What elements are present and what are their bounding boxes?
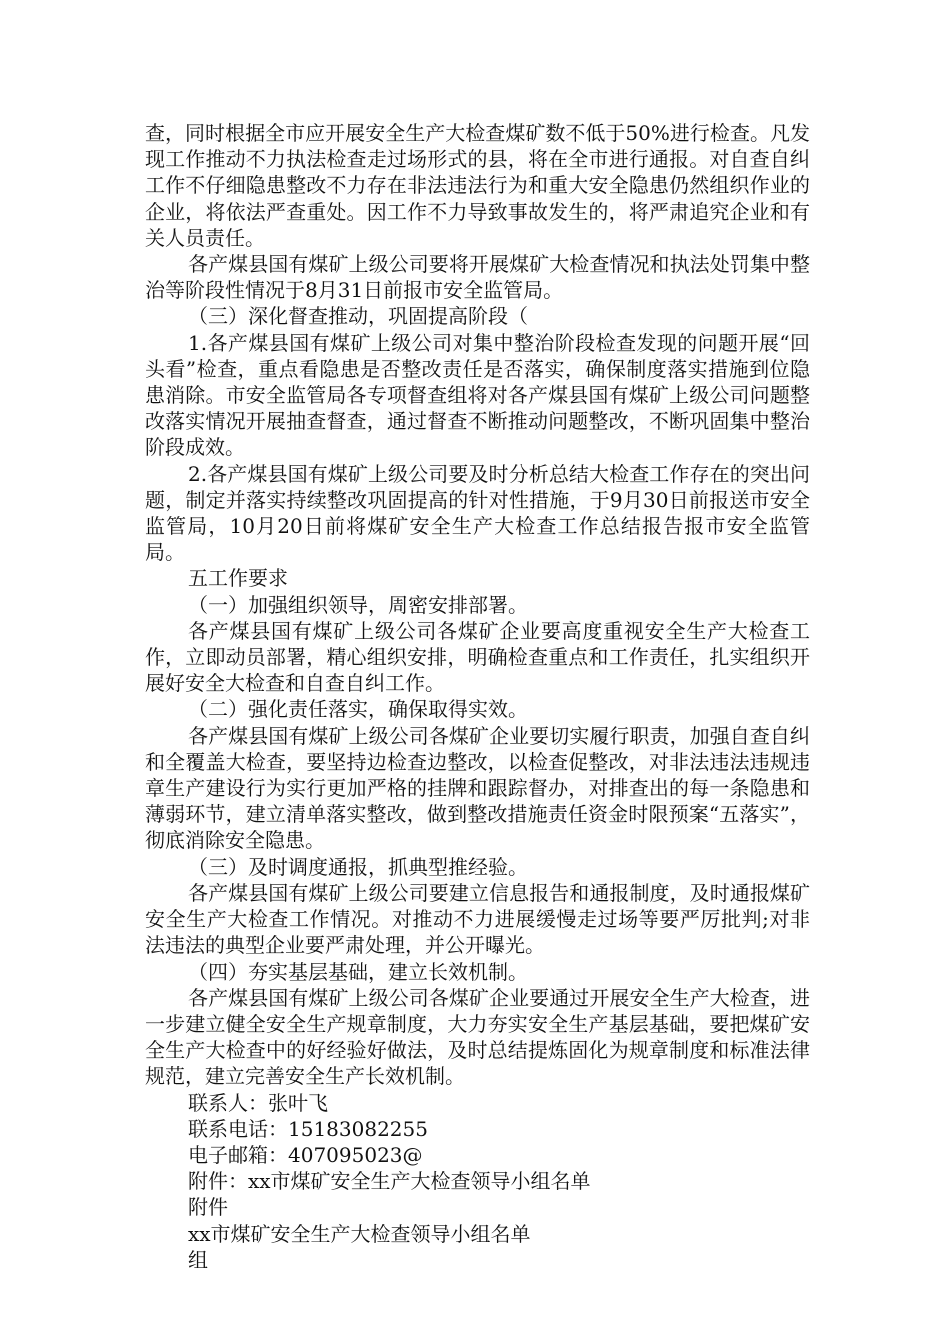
- paragraph-item-2: 2.各产煤县国有煤矿上级公司要及时分析总结大检查工作存在的突出问题，制定并落实持续整改巩固提高的针对性措施，于9月30日前报送市安全监管局，10月20日前将煤矿安全生产大检查工作总结报告报市安全监管局。: [145, 461, 810, 565]
- section-heading-stage-3: （三）深化督查推动，巩固提高阶段（: [188, 304, 528, 329]
- subheading-2: （二）强化责任落实，确保取得实效。: [188, 697, 528, 722]
- attachment-group: 组: [188, 1247, 208, 1272]
- paragraph-req-2: 各产煤县国有煤矿上级公司各煤矿企业要切实履行职责，加强自查自纠和全覆盖大检查，要坚持边检查边整改，以检查促整改，对非法违法违规违章生产建设行为实行更加严格的挂牌和跟踪督办，对排查出的每一条隐患和薄弱环节，建立清单落实整改，做到整改措施责任资金时限预案“五落实”，彻底消除安全隐患。: [145, 723, 810, 853]
- paragraph-2: 各产煤县国有煤矿上级公司要将开展煤矿大检查情况和执法处罚集中整治等阶段性情况于8月31日前报市安全监管局。: [145, 252, 810, 303]
- contact-phone: 联系电话：15183082255: [188, 1116, 428, 1141]
- paragraph-req-3: 各产煤县国有煤矿上级公司要建立信息报告和通报制度，及时通报煤矿安全生产大检查工作情况。对推动不力进展缓慢走过场等要严厉批判;对非法违法的典型企业要严肃处理，并公开曝光。: [145, 880, 810, 958]
- contact-email: 电子邮箱：407095023@: [188, 1142, 423, 1167]
- paragraph-item-1: 1.各产煤县国有煤矿上级公司对集中整治阶段检查发现的问题开展“回头看”检查，重点看隐患是否整改责任是否落实，确保制度落实措施到位隐患消除。市安全监管局各专项督查组将对各产煤县国有煤矿上级公司问题整改落实情况开展抽查督查，通过督查不断推动问题整改，不断巩固集中整治阶段成效。: [145, 330, 810, 460]
- attachment-title: xx市煤矿安全生产大检查领导小组名单: [188, 1221, 531, 1246]
- subheading-1: （一）加强组织领导，周密安排部署。: [188, 592, 528, 617]
- subheading-3: （三）及时调度通报，抓典型推经验。: [188, 854, 528, 879]
- attachment-label: 附件: [188, 1195, 228, 1220]
- contact-person: 联系人：张叶飞: [188, 1090, 328, 1115]
- attachment-note: 附件：xx市煤矿安全生产大检查领导小组名单: [188, 1169, 591, 1194]
- document-body: [145, 120, 810, 1273]
- paragraph-1: 查，同时根据全市应开展安全生产大检查煤矿数不低于50%进行检查。凡发现工作推动不力执法检查走过场形式的县，将在全市进行通报。对自查自纠工作不仔细隐患整改不力存在非法违法行为和重大安全隐患仍然组织作业的企业，将依法严查重处。因工作不力导致事故发生的，将严肃追究企业和有关人员责任。: [145, 121, 810, 250]
- paragraph-req-4: 各产煤县国有煤矿上级公司各煤矿企业要通过开展安全生产大检查，进一步建立健全安全生产规章制度，大力夯实安全生产基层基础，要把煤矿安全生产大检查中的好经验好做法，及时总结提炼固化为规章制度和标准法律规范，建立完善安全生产长效机制。: [145, 985, 810, 1089]
- paragraph-req-1: 各产煤县国有煤矿上级公司各煤矿企业要高度重视安全生产大检查工作，立即动员部署，精心组织安排，明确检查重点和工作责任，扎实组织开展好安全大检查和自查自纠工作。: [145, 618, 810, 696]
- subheading-4: （四）夯实基层基础，建立长效机制。: [188, 959, 528, 984]
- section-heading-requirements: 五工作要求: [188, 566, 288, 591]
